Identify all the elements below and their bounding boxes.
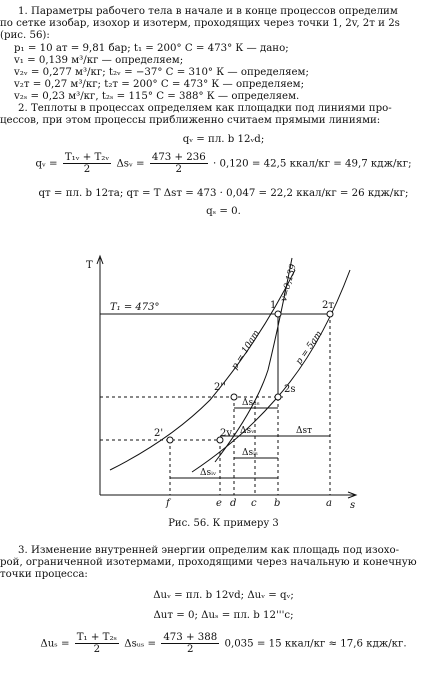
ts-diagram [50, 240, 380, 510]
label-x-e: e [216, 498, 222, 509]
eq7-lhs: Δuₛ = [40, 638, 70, 650]
label-point-2pp: 2'' [214, 382, 226, 393]
eq2-mid: Δsᵥ = [116, 158, 145, 170]
label-ds-is: Δsᵢₛ [242, 448, 258, 458]
param-line-3: v₂ᵥ = 0,277 м³/кг; t₂ᵥ = −37° С = 310° К — определяем; [14, 67, 309, 78]
eq2-den-1: 2 [83, 164, 91, 175]
equation-qs: qₛ = 0. [206, 206, 241, 217]
label-x-f: f [166, 498, 170, 509]
point-2pp [231, 394, 237, 400]
eq7-rhs: 0,035 = 15 ккал/кг ≈ 17,6 кдж/кг. [224, 638, 407, 650]
label-s-axis: s [350, 500, 356, 510]
label-x-d: d [230, 498, 237, 509]
param-line-5: v₂ₛ = 0,23 м³/кг, t₂ₛ = 115° С = 388° К — определяем. [14, 91, 300, 102]
eq2-den-2: 2 [175, 164, 183, 175]
label-t1: T₁ = 473° [110, 302, 160, 313]
label-p10: p = 10ат [230, 328, 263, 372]
eq2-fraction-2 [150, 152, 208, 175]
equation-du-s [0, 632, 447, 655]
label-point-1: 1 [270, 300, 277, 311]
label-point-2t: 2т [322, 300, 334, 311]
label-point-2s: 2s [284, 384, 296, 395]
eq7-den-2: 2 [187, 644, 194, 655]
label-t-axis: T [86, 260, 93, 271]
label-point-2p: 2' [154, 428, 164, 439]
label-isochore: v=0,139 [279, 263, 299, 303]
figure-caption: Рис. 56. К примеру 3 [168, 518, 279, 529]
eq2-rhs: · 0,120 = 42,5 ккал/кг = 49,7 кдж/кг; [213, 158, 412, 170]
equation-qt: qт = пл. b 12тa; qт = T Δsт = 473 · 0,047 = 22,2 ккал/кг = 26 кдж/кг; [38, 188, 409, 199]
eq7-mid: Δsᵤₛ = [124, 638, 157, 650]
label-point-2v: 2v [220, 428, 233, 439]
eq2-fraction-1 [63, 152, 111, 175]
equation-du-t-s: Δuт = 0; Δuₛ = пл. b 12'''c; [153, 610, 294, 621]
p1-line-3: (рис. 56): [0, 30, 50, 41]
point-2s [275, 394, 281, 400]
equation-qv [0, 152, 447, 175]
p3-line-1: 3. Изменение внутренней энергии определим как площадь под изохо- [18, 545, 400, 556]
eq7-fraction-2 [161, 632, 219, 655]
label-x-a: a [326, 498, 332, 509]
label-ds-us: Δsᵤₛ [242, 398, 260, 408]
p2-line-1: 2. Теплоты в процессах определяем как площадки под линиями про- [18, 103, 392, 114]
label-x-b: b [274, 498, 281, 509]
param-line-1: p₁ = 10 ат = 9,81 бар; t₁ = 200° С = 473° К — дано; [14, 43, 289, 54]
label-ds-t: Δsт [296, 426, 313, 436]
label-x-c: c [251, 498, 257, 509]
eq7-fraction-1 [75, 632, 119, 655]
p1-line-1: 1. Параметры рабочего тела в начале и в конце процессов определим [18, 6, 398, 17]
eq2-num-2: 473 + 236 [151, 152, 206, 163]
eq7-num-1: T₁ + T₂ₛ [76, 632, 117, 643]
param-line-2: v₁ = 0,139 м³/кг — определяем; [14, 55, 184, 66]
p3-line-3: точки процесса: [0, 569, 88, 580]
p3-line-2: рой, ограниченной изотермами, проходящими через начальную и конечную [0, 557, 417, 568]
p1-line-2: по сетке изобар, изохор и изотерм, проходящих через точки 1, 2v, 2т и 2s [0, 18, 400, 29]
point-2t [327, 311, 333, 317]
eq7-num-2: 473 + 388 [163, 632, 218, 643]
point-2p [167, 437, 173, 443]
equation-qv-area: qᵥ = пл. b 12ᵥd; [182, 134, 265, 145]
eq2-lhs: qᵥ = [35, 158, 58, 170]
param-line-4: v₂т = 0,27 м³/кг; t₂т = 200° С = 473° К — определяем; [14, 79, 305, 90]
label-ds-v: Δsᵥ [240, 426, 255, 436]
label-ds-iv: Δsᵢᵥ [200, 468, 217, 478]
equation-du-v: Δuᵥ = пл. b 12vd; Δuᵥ = qᵥ; [153, 590, 294, 601]
p2-line-2: цессов, при этом процессы приближенно считаем прямыми линиями: [0, 115, 381, 126]
eq7-den-1: 2 [93, 644, 101, 655]
eq2-num-1: T₁ᵥ + T₂ᵥ [64, 152, 110, 163]
point-1 [275, 311, 281, 317]
label-p5: p = 5ат [294, 329, 325, 367]
